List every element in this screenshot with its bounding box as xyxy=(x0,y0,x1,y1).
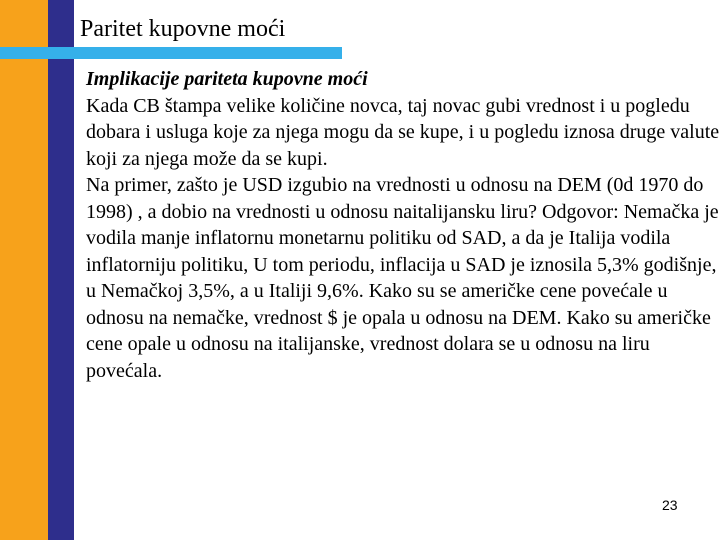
section-subheading: Implikacije pariteta kupovne moći xyxy=(86,68,368,90)
page-number: 23 xyxy=(662,497,678,513)
title-underline-bar xyxy=(0,47,342,59)
slide-body xyxy=(86,66,720,384)
navy-side-stripe xyxy=(48,0,74,540)
body-paragraph: Kada CB štampa velike količine novca, taj novac gubi vrednost i u pogledu dobara i usluga koje za njega mogu da se kupe, i u pogledu iznosa druge valute koji za njega može da se kupi. xyxy=(86,94,720,170)
slide-title: Paritet kupovne moći xyxy=(80,16,286,42)
body-paragraph: Na primer, zašto je USD izgubio na vrednosti u odnosu na DEM (0d 1970 do 1998) , a dobio na vrednosti u odnosu naitalijansku liru? Odgovor: Nemačka je vodila manje inflatornu monetarnu politiku od SAD, a da je Italija vodila inflatorniju politiku, U tom periodu, inflacija u SAD je iznosila 5,3% godišnje, u Nemačkoj 3,5%, a u Italiji 9,6%. Kako su se američke cene povećale u odnosu na nemačke, vrednost $ je opala u odnosu na DEM. Kako su američke cene opale u odnosu na italijanske, vrednost dolara se u odnosu na liru povećala. xyxy=(86,174,719,382)
orange-side-stripe xyxy=(0,0,48,540)
